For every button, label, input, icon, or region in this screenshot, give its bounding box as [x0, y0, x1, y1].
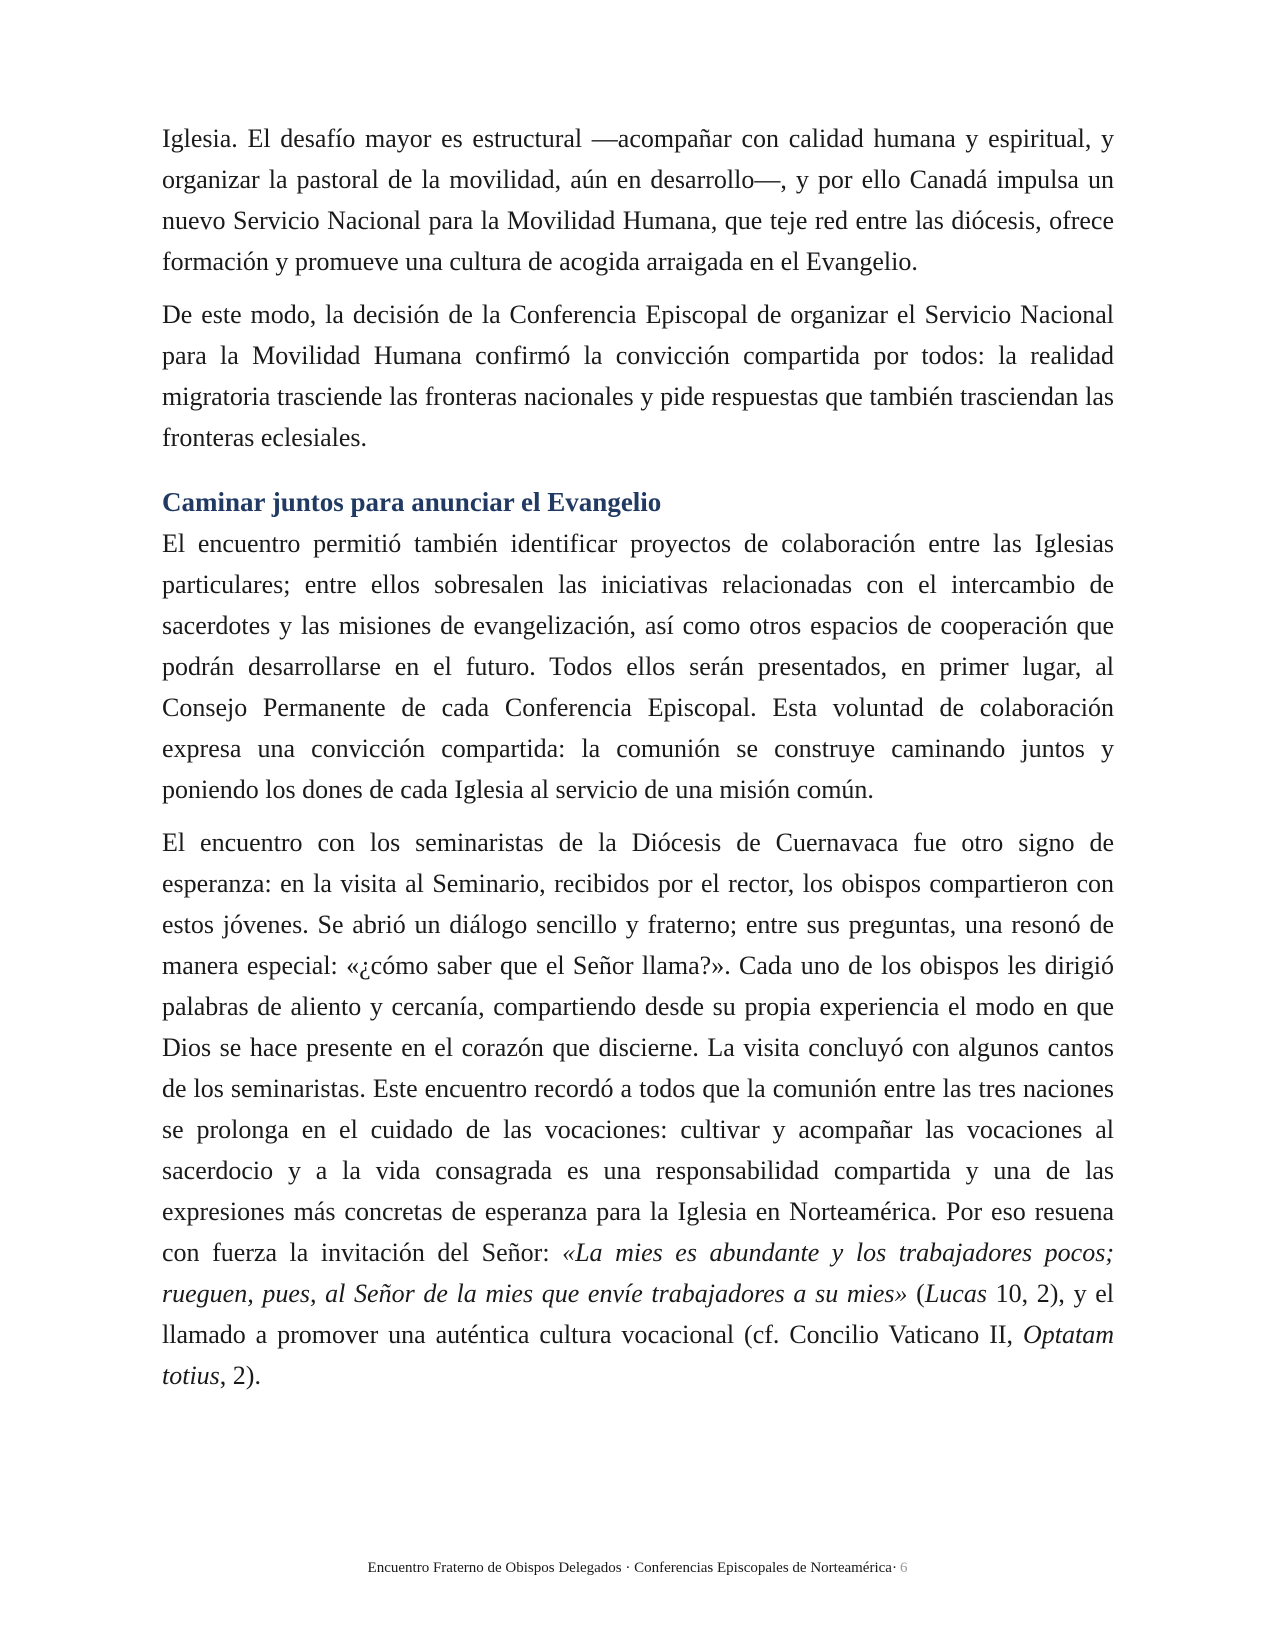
body-paragraph: Iglesia. El desafío mayor es estructural —acompañar con calidad humana y espiritual, y organizar la pastoral de la movilidad, aún en desarrollo—, y por ello Canadá impulsa un nuevo Servicio Nacional para la Movilidad Humana, que teje red entre las diócesis, ofrece formación y promueve una cultura de acogida arraigada en el Evangelio.	[162, 124, 1114, 276]
page-number: 6	[899, 1560, 908, 1576]
page-footer	[0, 1558, 1275, 1578]
paragraph-text: 10, 2), y el llamado a promover una auténtica cultura vocacional (cf. Concilio Vaticano II,	[162, 1279, 1114, 1349]
body-paragraph: El encuentro permitió también identificar proyectos de colaboración entre las Iglesias particulares; entre ellos sobresalen las iniciativas relacionadas con el intercambio de sacerdotes y las misiones de evangelización, así como otros espacios de cooperación que podrán desarrollarse en el futuro. Todos ellos serán presentados, en primer lugar, al Consejo Permanente de cada Conferencia Episcopal. Esta voluntad de colaboración expresa una convicción compartida: la comunión se construye caminando juntos y poniendo los dones de cada Iglesia al servicio de una misión común.	[162, 529, 1114, 804]
body-paragraph	[162, 822, 1114, 1396]
document-title: Optatam totius	[162, 1320, 1114, 1390]
paragraph-text: , 2).	[219, 1361, 261, 1390]
paragraph-text: (	[907, 1279, 925, 1308]
citation-book: Lucas	[924, 1279, 987, 1308]
document-body	[162, 118, 1114, 1396]
scripture-quote: «La mies es abundante y los trabajadores pocos; rueguen, pues, al Señor de la mies que envíe trabajadores a su mies»	[162, 1238, 1114, 1308]
section-heading: Caminar juntos para anunciar el Evangelio	[162, 487, 662, 517]
body-paragraph: De este modo, la decisión de la Conferencia Episcopal de organizar el Servicio Nacional para la Movilidad Humana confirmó la convicción compartida por todos: la realidad migratoria trasciende las fronteras nacionales y pide respuestas que también trasciendan las fronteras eclesiales.	[162, 300, 1114, 452]
paragraph-text: El encuentro con los seminaristas de la Diócesis de Cuernavaca fue otro signo de esperanza: en la visita al Seminario, recibidos por el rector, los obispos compartieron con estos jóvenes. Se abrió un diálogo sencillo y fraterno; entre sus preguntas, una resonó de manera especial: «¿cómo saber que el Señor llama?». Cada uno de los obispos les dirigió palabras de aliento y cercanía, compartiendo desde su propia experiencia el modo en que Dios se hace presente en el corazón que discierne. La visita concluyó con algunos cantos de los seminaristas. Este encuentro recordó a todos que la comunión entre las tres naciones se prolonga en el cuidado de las vocaciones: cultivar y acompañar las vocaciones al sacerdocio y a la vida consagrada es una responsabilidad compartida y una de las expresiones más concretas de esperanza para la Iglesia en Norteamérica. Por eso resuena con fuerza la invitación del Señor:	[162, 828, 1114, 1267]
footer-text: Encuentro Fraterno de Obispos Delegados · Conferencias Episcopales de Norteamérica·	[367, 1560, 897, 1576]
